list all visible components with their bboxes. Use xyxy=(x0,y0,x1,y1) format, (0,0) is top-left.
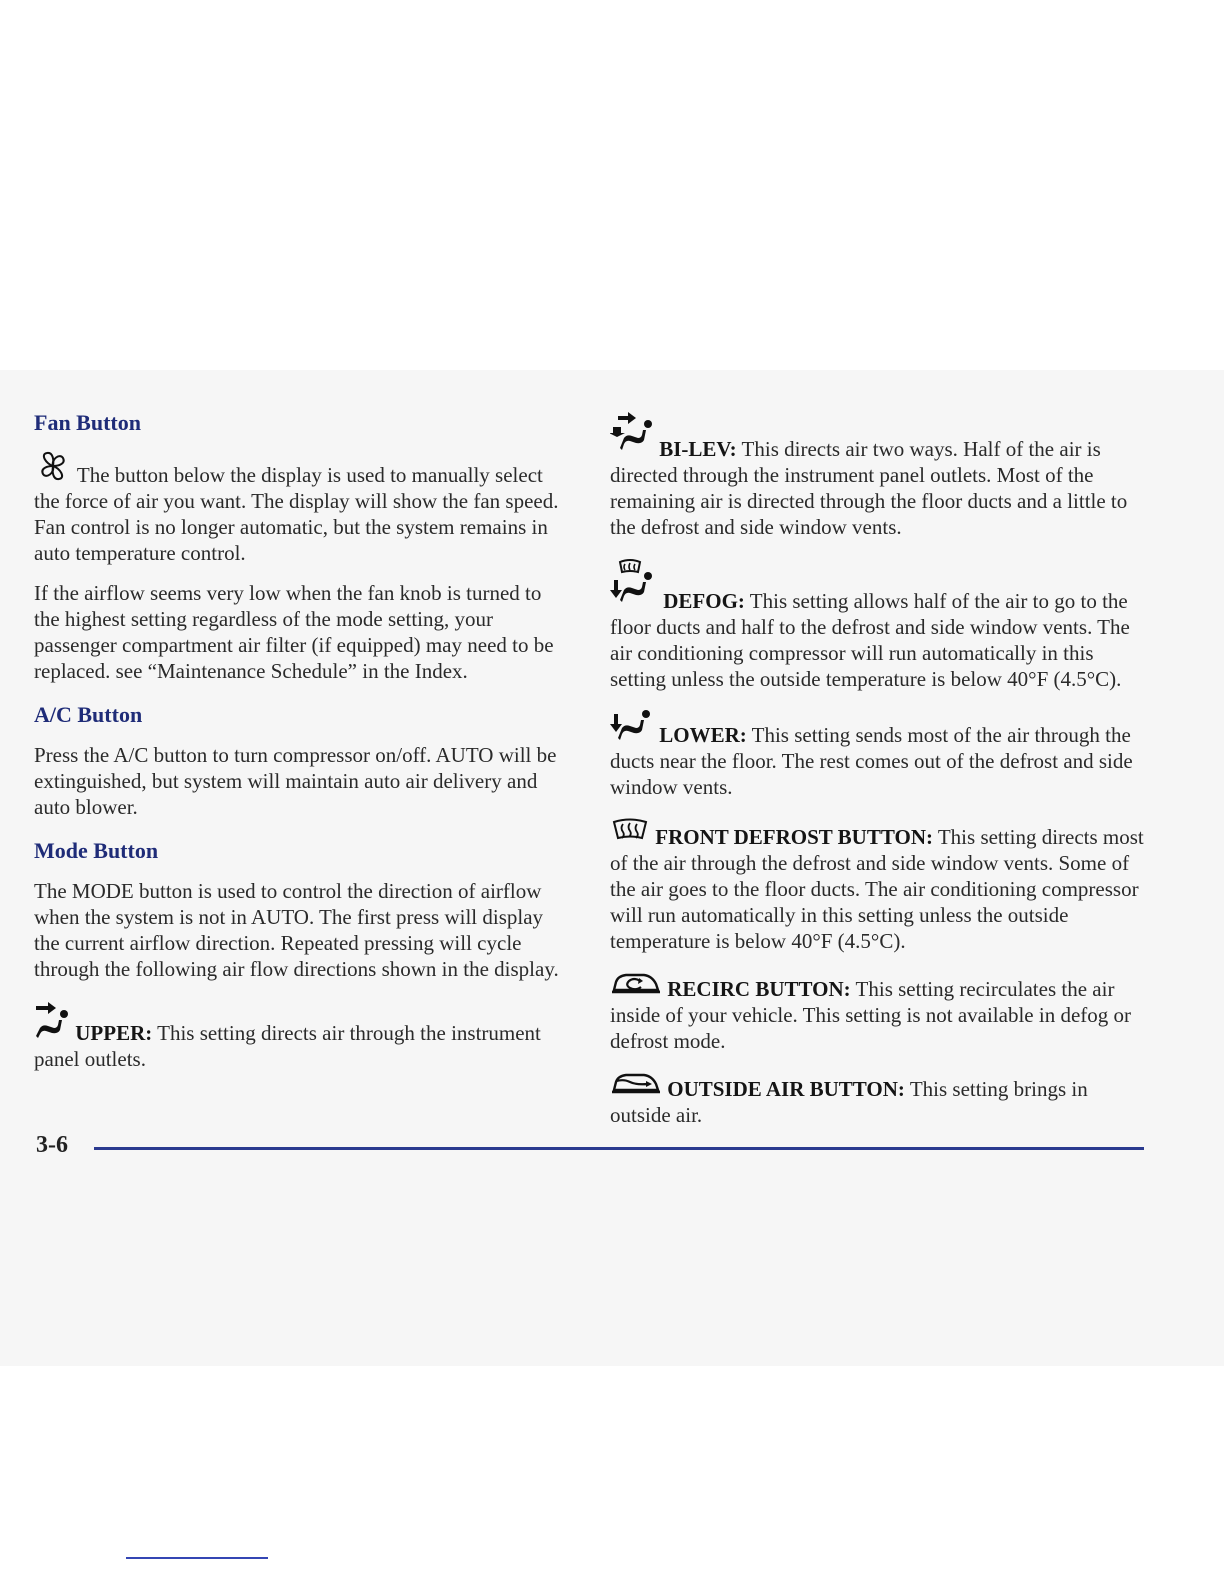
mode-button-section xyxy=(34,838,562,982)
outside-air-icon xyxy=(610,1072,662,1096)
floor-vent-icon xyxy=(610,710,654,742)
right-column xyxy=(610,410,1144,1146)
front-defrost-text: This setting directs most of the air through the defrost and side window vents. Some of the air goes to the floor ducts. The air conditioning compressor will run automatically in this setting unless the outside temperature is below 40°F (4.5°C). xyxy=(610,825,1144,953)
left-column xyxy=(34,410,562,1090)
upper-paragraph xyxy=(34,1000,562,1072)
outside-air-label: OUTSIDE AIR BUTTON: xyxy=(667,1077,905,1101)
page-number: 3-6 xyxy=(36,1132,68,1158)
recirc-text: This setting recirculates the air inside of your vehicle. This setting is not available in defog or defrost mode. xyxy=(610,977,1132,1053)
fan-paragraph-2: If the airflow seems very low when the fan knob is turned to the highest setting regardless of the mode setting, your passenger compartment air filter (if equipped) may need to be replaced. see “Maintenance Schedule” in the Index. xyxy=(34,581,554,683)
lower-text: This setting sends most of the air through the ducts near the floor. The rest comes out of the defrost and side window vents. xyxy=(610,723,1133,799)
front-defrost-label: FRONT DEFROST BUTTON: xyxy=(655,825,933,849)
recirc-paragraph xyxy=(610,972,1144,1054)
bilevel-paragraph xyxy=(610,410,1144,540)
bilevel-label: BI-LEV: xyxy=(659,437,737,461)
lower-label: LOWER: xyxy=(659,723,747,747)
mode-paragraph: The MODE button is used to control the direction of airflow when the system is not in AUTO. The first press will display the current airflow direction. Repeated pressing will cycle through the following air flow directions shown in the display. xyxy=(34,879,559,981)
fan-paragraph-1 xyxy=(34,450,562,566)
lower-setting xyxy=(610,710,1144,800)
fan-paragraph-1-text: The button below the display is used to manually select the force of air you want. The display will show the fan speed. Fan control is no longer automatic, but the system remains in auto temperature control. xyxy=(34,463,559,565)
lower-paragraph xyxy=(610,710,1144,800)
ac-button-heading: A/C Button xyxy=(34,702,143,727)
outside-air-paragraph xyxy=(610,1072,1144,1128)
defog-text: This setting allows half of the air to go to the floor ducts and half to the defrost and side window vents. The air conditioning compressor will run automatically in this setting unless the outside temperature is below 40°F (4.5°C). xyxy=(610,589,1130,691)
recirculation-icon xyxy=(610,972,662,996)
defog-icon xyxy=(610,558,658,608)
windshield-defrost-icon xyxy=(610,818,650,844)
fan-icon xyxy=(34,450,72,482)
upper-setting xyxy=(34,1000,562,1072)
outside-air-setting xyxy=(610,1072,1144,1128)
mode-button-heading: Mode Button xyxy=(34,838,159,863)
front-defrost-paragraph xyxy=(610,818,1144,954)
outside-air-text: This setting brings in outside air. xyxy=(610,1077,1088,1127)
upper-vent-icon xyxy=(34,1000,70,1040)
bilevel-text: This directs air two ways. Half of the air is directed through the instrument panel outlets. Most of the remaining air is directed through the floor ducts and a little to the defrost and side window vents. xyxy=(610,437,1128,539)
defog-setting xyxy=(610,558,1144,692)
bi-level-icon xyxy=(610,410,654,456)
fan-button-section xyxy=(34,410,562,684)
recirc-setting xyxy=(610,972,1144,1054)
defog-label: DEFOG: xyxy=(663,589,745,613)
fan-button-heading: Fan Button xyxy=(34,410,141,435)
footer-rule xyxy=(94,1147,1144,1150)
front-defrost-setting xyxy=(610,818,1144,954)
upper-label: UPPER: xyxy=(75,1021,153,1045)
bilevel-setting xyxy=(610,410,1144,540)
bottom-link-underline xyxy=(126,1557,268,1559)
recirc-label: RECIRC BUTTON: xyxy=(667,977,851,1001)
ac-paragraph: Press the A/C button to turn compressor on/off. AUTO will be extinguished, but system will maintain auto air delivery and auto blower. xyxy=(34,743,557,819)
defog-paragraph xyxy=(610,558,1144,692)
ac-button-section xyxy=(34,702,562,820)
upper-text: This setting directs air through the instrument panel outlets. xyxy=(34,1021,541,1071)
